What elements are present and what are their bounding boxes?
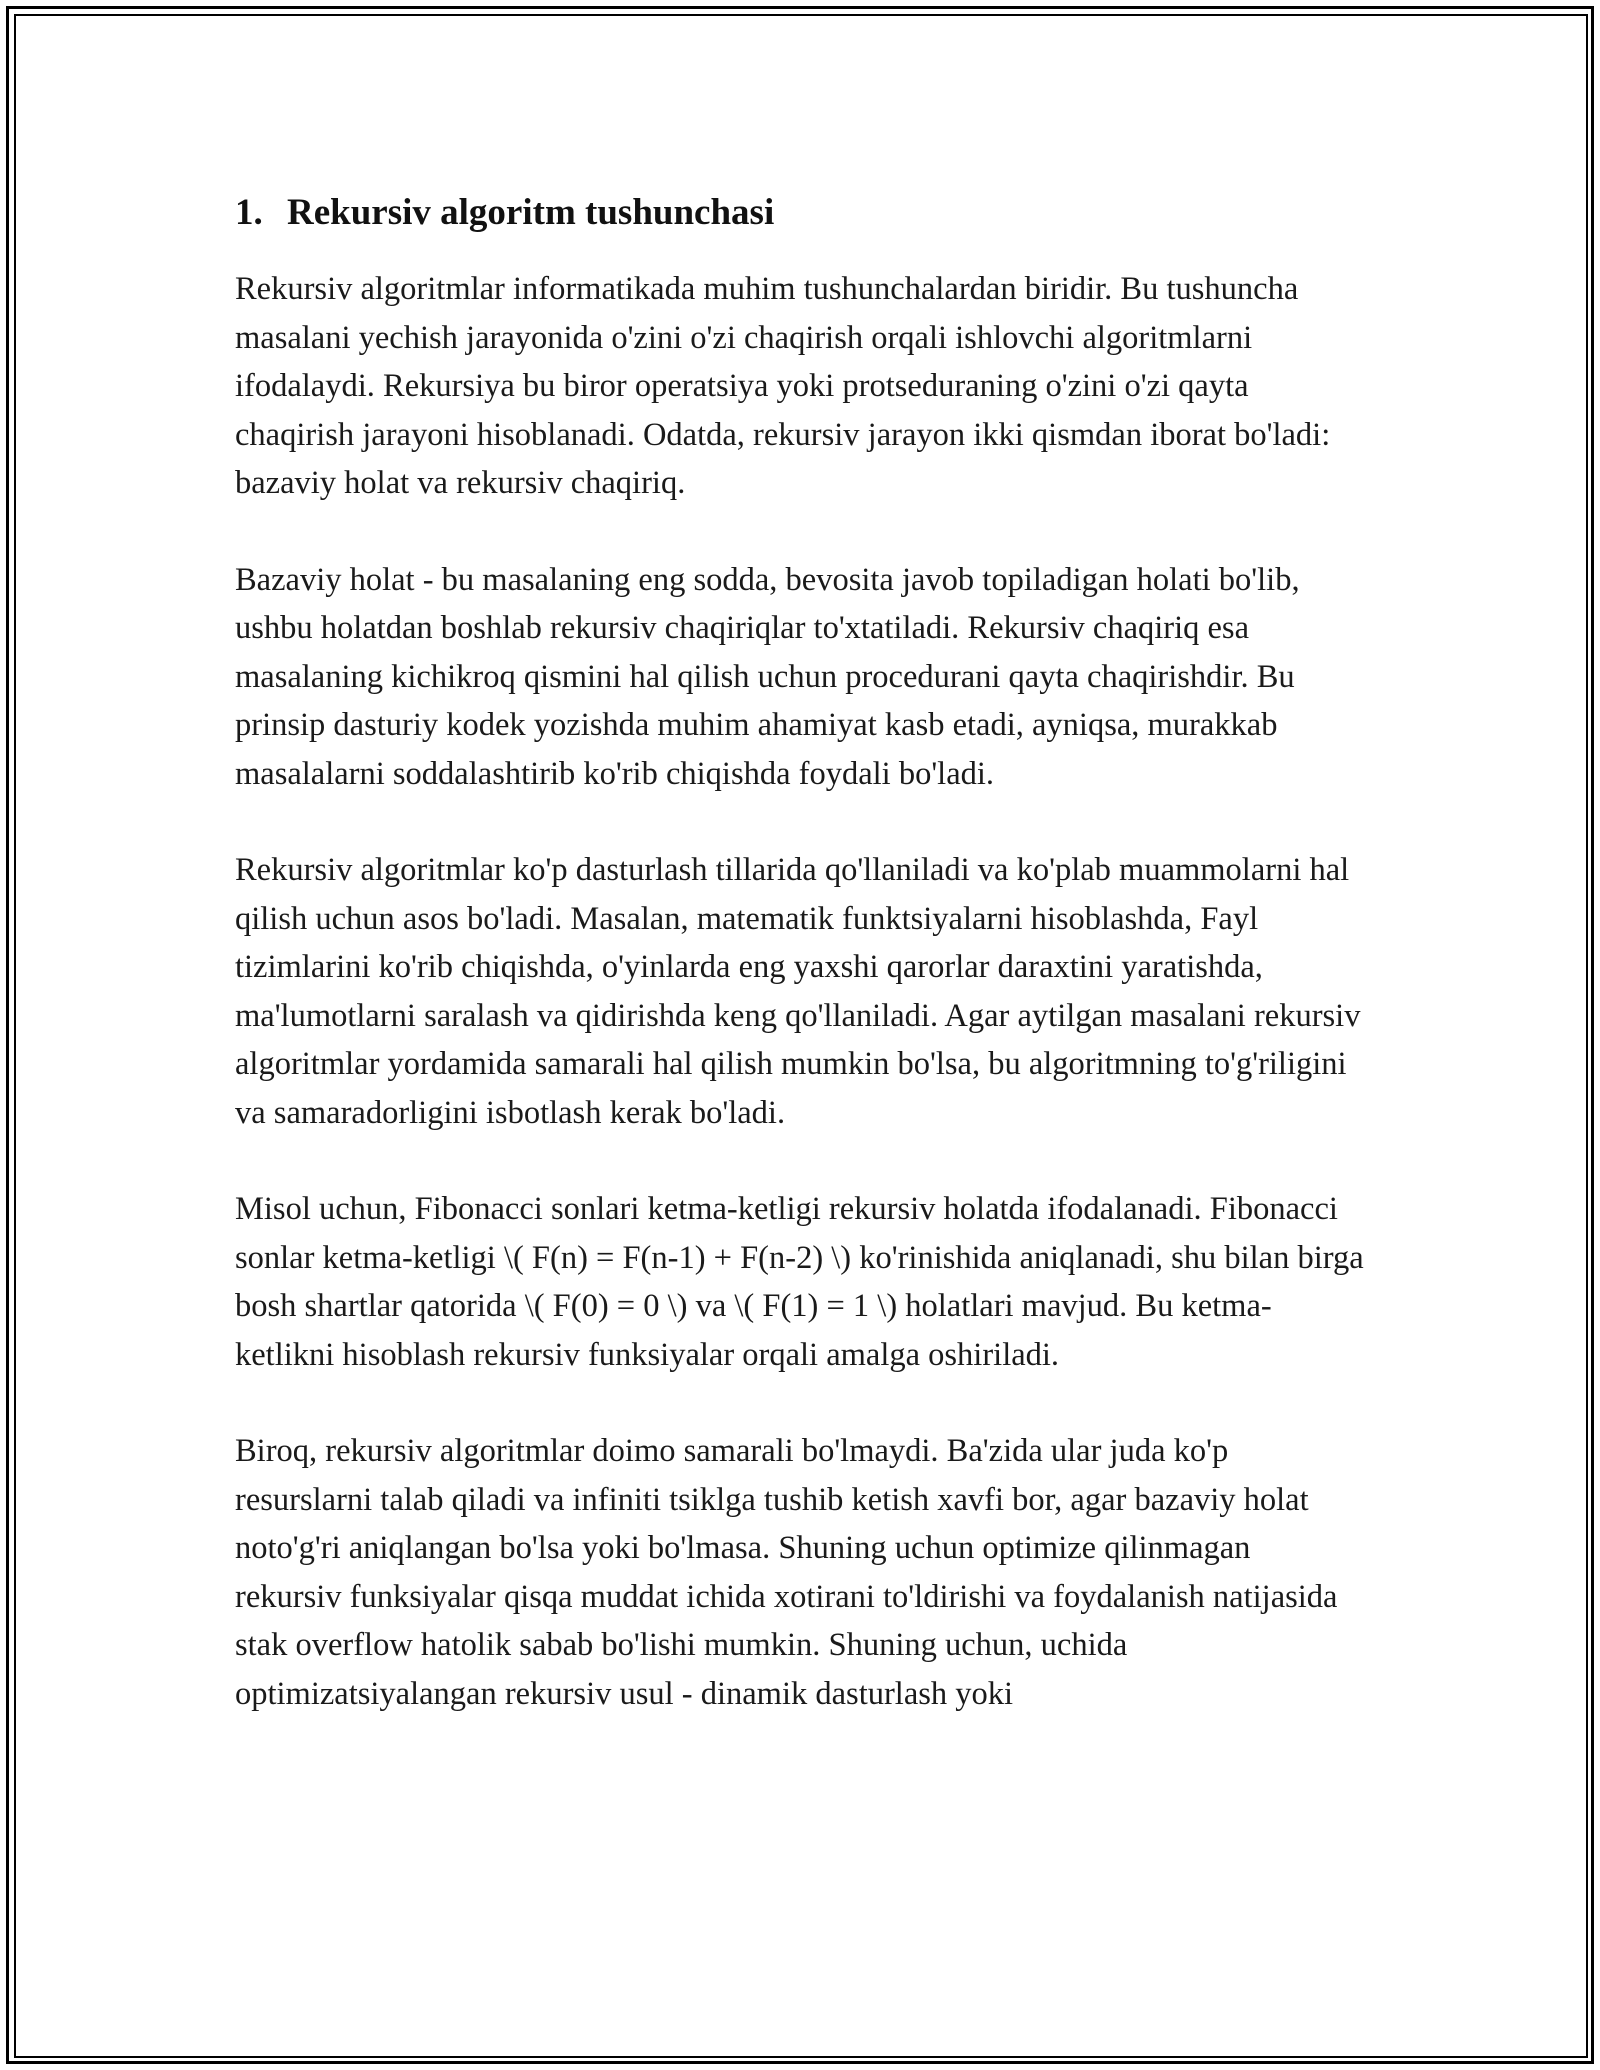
document-body — [235, 185, 1365, 1766]
paragraph-base-case: Bazaviy holat - bu masalaning eng sodda, bevosita javob topiladigan holati bo'lib, ushbu holatdan boshlab rekursiv chaqiriqlar to'xtatiladi. Rekursiv chaqiriq esa masalaning kichikroq qismini hal qilish uchun procedurani qayta chaqirishdir. Bu prinsip dasturiy kodek yozishda muhim ahamiyat kasb etadi, ayniqsa, murakkab masalalarni soddalashtirib ko'rib chiqishda foydali bo'ladi. — [235, 561, 1300, 792]
paragraph-limitations: Biroq, rekursiv algoritmlar doimo samarali bo'lmaydi. Ba'zida ular juda ko'p resurslarni talab qiladi va infiniti tsiklga tushib ketish xavfi bor, agar bazaviy holat noto'g'ri aniqlangan bo'lsa yoki bo'lmasa. Shuning uchun optimize qilinmagan rekursiv funksiyalar qisqa muddat ichida xotirani to'ldirishi va foydalanish natijasida stak overflow hatolik sabab bo'lishi mumkin. Shuning uchun, uchida optimizatsiyalangan rekursiv usul - dinamik dasturlash yoki — [235, 1433, 1338, 1712]
section-title: Rekursiv algoritm tushunchasi — [287, 192, 775, 233]
section-heading — [235, 185, 1365, 241]
paragraph-definition: Rekursiv algoritmlar informatikada muhim tushunchalardan biridir. Bu tushuncha masalani yechish jarayonida o'zini o'zi chaqirish orqali ishlovchi algoritmlarni ifodalaydi. Rekursiya bu biror operatsiya yoki protseduraning o'zini o'zi qayta chaqirish jarayoni hisoblanadi. Odatda, rekursiv jarayon ikki qismdan iborat bo'ladi: bazaviy holat va rekursiv chaqiriq. — [235, 271, 1331, 501]
paragraph-applications: Rekursiv algoritmlar ko'p dasturlash tillarida qo'llaniladi va ko'plab muammolarni hal qilish uchun asos bo'ladi. Masalan, matematik funktsiyalarni hisoblashda, Fayl tizimlarini ko'rib chiqishda, o'yinlarda eng yaxshi qarorlar daraxtini yaratishda, ma'lumotlarni saralash va qidirishda keng qo'llaniladi. Agar aytilgan masalani rekursiv algoritmlar yordamida samarali hal qilish mumkin bo'lsa, bu algoritmning to'g'riligini va samaradorligini isbotlash kerak bo'ladi. — [235, 852, 1361, 1131]
section-number: 1. — [235, 192, 263, 233]
paragraph-fibonacci-example: Misol uchun, Fibonacci sonlari ketma-ketligi rekursiv holatda ifodalanadi. Fibonacci sonlar ketma-ketligi \( F(n) = F(n-1) + F(n-2) \) ko'rinishida aniqlanadi, shu bilan birga bosh shartlar qatorida \( F(0) = 0 \) va \( F(1) = 1 \) holatlari mavjud. Bu ketma-ketlikni hisoblash rekursiv funksiyalar orqali amalga oshiriladi. — [235, 1191, 1364, 1373]
